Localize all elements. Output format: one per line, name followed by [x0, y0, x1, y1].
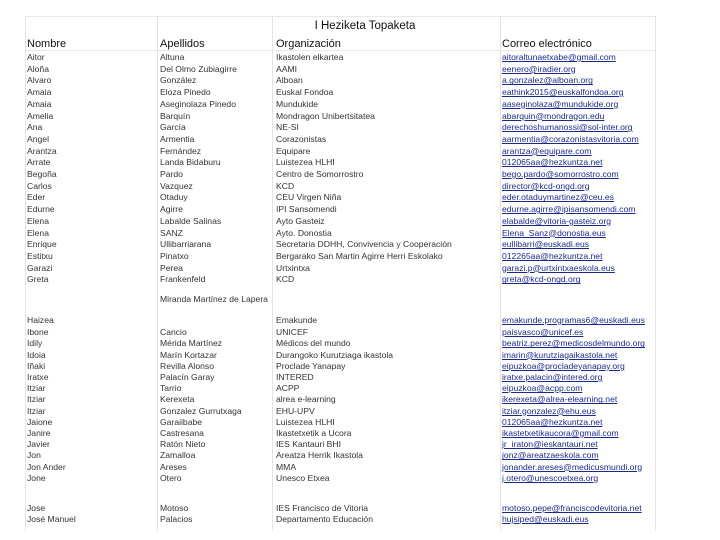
email-link[interactable]: elabalde@vitoria-gasteiz.org: [502, 215, 612, 226]
cell-nombre: Begoña: [27, 169, 57, 179]
cell-organizacion: Mundukide: [276, 98, 319, 109]
cell-nombre: José Manuel: [27, 514, 76, 524]
cell-organizacion: Urtxintxa: [276, 262, 310, 273]
cell-apellidos: Fernández: [160, 145, 202, 156]
email-link[interactable]: director@kcd-ongd.org: [502, 180, 590, 191]
cell-apellidos: Landa Bidaburu: [160, 157, 221, 168]
grid-line: [25, 50, 655, 51]
cell-apellidos: Barquín: [160, 110, 191, 121]
cell-nombre: Itziar: [27, 405, 46, 416]
cell-organizacion: Secretaria DDHH, Convivencia y Cooperación: [276, 239, 452, 250]
cell-organizacion: Unesco Etxea: [276, 472, 330, 483]
sheet-title: I Heziketa Topaketa: [314, 20, 416, 32]
cell-nombre: Janire: [27, 428, 51, 438]
cell-apellidos: Kerexeta: [160, 394, 195, 405]
email-link[interactable]: 012065aa@hezkuntza.net: [502, 157, 603, 168]
cell-apellidos: Eloza Pinedo: [160, 87, 211, 98]
email-link[interactable]: aaseginolaza@mundukide.org: [502, 98, 619, 109]
cell-organizacion: Luistezea HLHI: [276, 416, 335, 427]
cell-organizacion: Mondragon Unibertsitatea: [276, 110, 375, 121]
cell-nombre: Estitxu: [27, 250, 53, 261]
cell-organizacion: Alboan: [276, 75, 303, 86]
cell-nombre: Arrate: [27, 157, 51, 168]
email-link[interactable]: itziar.gonzalez@ehu.eus: [502, 405, 596, 416]
cell-organizacion: alrea e-learning: [276, 394, 336, 405]
email-link[interactable]: hujsiped@euskadi.eus: [502, 514, 589, 524]
email-link[interactable]: emakunde.programas6@euskadi.eus: [502, 315, 645, 325]
cell-organizacion: Ayto. Donostia: [276, 227, 332, 238]
email-link[interactable]: jr_iraton@ieskantauri.net: [502, 439, 598, 450]
cell-apellidos: Ratón Nieto: [160, 439, 206, 450]
cell-organizacion: Ikastetxetik a Ucora: [276, 428, 352, 438]
cell-nombre: Iñaki: [27, 360, 46, 371]
cell-organizacion: KCD: [276, 274, 295, 285]
email-link[interactable]: beatriz.perez@medicosdelmundo.org: [502, 338, 645, 349]
email-link[interactable]: eenero@iradier.org: [502, 63, 576, 74]
grid-line: [25, 16, 655, 17]
cell-apellidos: Garaiibabe: [160, 416, 203, 427]
email-link[interactable]: aitoraltunaetxabe@gmail.com: [502, 52, 616, 62]
cell-apellidos: Revilla Alonso: [160, 360, 214, 371]
email-link[interactable]: jonander.areses@medicusmundi.org: [502, 461, 643, 472]
cell-organizacion: Proclade Yanapay: [276, 360, 346, 371]
cell-apellidos: González: [160, 75, 197, 86]
cell-nombre: Ana: [27, 122, 43, 133]
cell-nombre: Alvaro: [27, 75, 52, 86]
cell-organizacion: Euskal Fondoa: [276, 87, 334, 98]
cell-apellidos: Otaduy: [160, 192, 188, 203]
cell-organizacion: Ayto Gasteiz: [276, 215, 325, 226]
cell-nombre: Jaione: [27, 416, 53, 427]
cell-apellidos: Marín Kortazar: [160, 349, 217, 360]
cell-apellidos: Armentia: [160, 133, 195, 144]
cell-nombre: Idily: [27, 338, 43, 349]
cell-nombre: Garazi: [27, 262, 53, 273]
cell-nombre: Greta: [27, 274, 49, 285]
cell-nombre: Elena: [27, 215, 49, 226]
cell-organizacion: MMA: [276, 461, 297, 472]
cell-nombre: Enrique: [27, 239, 57, 250]
header-correo: Correo electrónico: [502, 38, 592, 50]
cell-nombre: Arantza: [27, 145, 57, 156]
cell-apellidos: Mérida Martínez: [160, 338, 223, 349]
cell-nombre: Amaia: [27, 98, 52, 109]
header-organizacion: Organización: [276, 38, 341, 50]
cell-nombre: Jon: [27, 450, 41, 461]
cell-nombre: Haizea: [27, 315, 54, 325]
cell-organizacion: Bergarako San Martin Agirre Herri Eskolako: [276, 250, 443, 261]
email-link[interactable]: eipuzkoa@procladeyanapay.org: [502, 360, 625, 371]
cell-organizacion: IES Kantauri BHI: [276, 439, 341, 450]
grid-line: [655, 16, 656, 531]
cell-organizacion: Ikastolen elkartea: [276, 52, 344, 62]
cell-apellidos: Castresana: [160, 428, 204, 438]
header-nombre: Nombre: [27, 38, 67, 50]
cell-nombre: Aitor: [27, 52, 45, 62]
cell-nombre: Jose: [27, 503, 46, 513]
grid-line: [272, 16, 273, 531]
email-link[interactable]: jonz@areatzaeskola.com: [502, 450, 599, 461]
email-link[interactable]: ikastetxetikaucora@gmail.com: [502, 428, 619, 438]
cell-nombre: Javier: [27, 439, 50, 450]
cell-apellidos: Tarrio: [160, 383, 182, 394]
cell-organizacion: Emakunde: [276, 315, 318, 325]
cell-nombre: Aloña: [27, 63, 49, 74]
email-link[interactable]: bego.pardo@somorrostro.com: [502, 169, 619, 179]
email-link[interactable]: eullibarri@euskadi.eus: [502, 239, 590, 250]
cell-nombre: Itziar: [27, 383, 46, 394]
email-link[interactable]: imarin@kurutziagaikastola.net: [502, 349, 618, 360]
cell-apellidos: Palacín Garay: [160, 372, 215, 382]
grid-line: [500, 16, 501, 531]
cell-organizacion: EHU-UPV: [276, 405, 315, 416]
cell-apellidos: Aseginolaza Pinedo: [160, 98, 236, 109]
cell-apellidos: Del Olmo Zubiagirre: [160, 63, 237, 74]
cell-organizacion: Médicos del mundo: [276, 338, 351, 349]
cell-nombre: Amelia: [27, 110, 54, 121]
cell-organizacion: Durangoko Kurutziaga ikastola: [276, 349, 394, 360]
email-link[interactable]: eipuzkoa@acpp.com: [502, 383, 583, 394]
cell-apellidos: Vazquez: [160, 180, 193, 191]
cell-nombre: Carlos: [27, 180, 52, 191]
cell-organizacion: Departamento Educación: [276, 514, 373, 524]
cell-organizacion: Areatza Herrik Ikastola: [276, 450, 363, 461]
email-link[interactable]: derechoshumanossi@sol-inter.org: [502, 122, 633, 133]
cell-nombre: Jone: [27, 472, 46, 483]
email-link[interactable]: edurne.agirre@ipisansomendi.com: [502, 204, 636, 215]
cell-nombre: Edurne: [27, 204, 55, 215]
cell-apellidos: Labalde Salinas: [160, 215, 222, 226]
cell-apellidos: Motoso: [160, 503, 189, 513]
grid-line: [157, 16, 158, 531]
cell-organizacion: CEU Virgen Niña: [276, 192, 342, 203]
email-link[interactable]: aarmentia@corazonistasvitoria.com: [502, 133, 639, 144]
cell-apellidos: Perea: [160, 262, 183, 273]
email-link[interactable]: a.gonzalez@alboan.org: [502, 75, 593, 86]
cell-organizacion: UNICEF: [276, 327, 308, 338]
grid-line: [25, 16, 26, 531]
cell-organizacion: AAMI: [276, 63, 298, 74]
email-link[interactable]: eder.otaduymartinez@ceu.es: [502, 192, 614, 203]
cell-organizacion: Equipare: [276, 145, 311, 156]
email-link[interactable]: motoso.pepe@franciscodevitoria.net: [502, 503, 642, 513]
cell-apellidos: Gonzalez Gurrutxaga: [160, 405, 242, 416]
email-link[interactable]: j.otero@unescoetxea.org: [502, 472, 599, 483]
email-link[interactable]: Elena_Sanz@donostia.eus: [502, 227, 606, 238]
email-link[interactable]: abarquin@mondragon.edu: [502, 110, 605, 121]
cell-nombre: Elena: [27, 227, 49, 238]
cell-organizacion: IES Francisco de Vitoria: [276, 503, 369, 513]
email-link[interactable]: 012065aa@hezkuntza.net: [502, 416, 603, 427]
cell-organizacion: IPI Sansomendi: [276, 204, 337, 215]
cell-nombre: Itziar: [27, 394, 46, 405]
cell-apellidos: Pinatxo: [160, 250, 189, 261]
cell-apellidos: Miranda Martínez de Lapera: [160, 294, 268, 304]
email-link[interactable]: ikerexeta@alrea-elearning.net: [502, 394, 618, 405]
cell-apellidos: García: [160, 122, 186, 133]
cell-apellidos: Agirre: [160, 204, 183, 215]
cell-apellidos: SANZ: [160, 227, 183, 238]
header-apellidos: Apellidos: [160, 38, 205, 50]
email-link[interactable]: 012265aa@hezkuntza.net: [502, 250, 603, 261]
cell-organizacion: NE-SI: [276, 122, 299, 133]
email-link[interactable]: greta@kcd-ongd.org: [502, 274, 581, 285]
cell-apellidos: Otero: [160, 472, 182, 483]
cell-apellidos: Zamalloa: [160, 450, 196, 461]
cell-organizacion: Centro de Somorrostro: [276, 169, 364, 179]
cell-nombre: Ibone: [27, 327, 49, 338]
cell-nombre: Angel: [27, 133, 49, 144]
cell-nombre: Idoia: [27, 349, 46, 360]
cell-apellidos: Areses: [160, 461, 187, 472]
cell-organizacion: Luistezea HLHI: [276, 157, 335, 168]
cell-nombre: Iratxe: [27, 372, 49, 382]
cell-nombre: Eder: [27, 192, 46, 203]
cell-nombre: Amaia: [27, 87, 52, 98]
cell-apellidos: Palacios: [160, 514, 193, 524]
cell-apellidos: Altuna: [160, 52, 185, 62]
email-link[interactable]: paisvasco@unicef.es: [502, 327, 584, 338]
email-link[interactable]: eathink2015@euskalfondoa.org: [502, 87, 624, 98]
cell-apellidos: Pardo: [160, 169, 183, 179]
cell-nombre: Jon Ander: [27, 461, 66, 472]
email-link[interactable]: garazi.p@urtxintxaeskola.eus: [502, 262, 615, 273]
cell-organizacion: Corazonistas: [276, 133, 327, 144]
email-link[interactable]: iratxe.palacin@intered.org: [502, 372, 603, 382]
cell-organizacion: INTERED: [276, 372, 314, 382]
cell-apellidos: Ullibarriarana: [160, 239, 212, 250]
cell-organizacion: KCD: [276, 180, 295, 191]
email-link[interactable]: arantza@equipare.com: [502, 145, 592, 156]
cell-apellidos: Cancio: [160, 327, 187, 338]
cell-organizacion: ACPP: [276, 383, 300, 394]
cell-apellidos: Frankenfeld: [160, 274, 206, 285]
